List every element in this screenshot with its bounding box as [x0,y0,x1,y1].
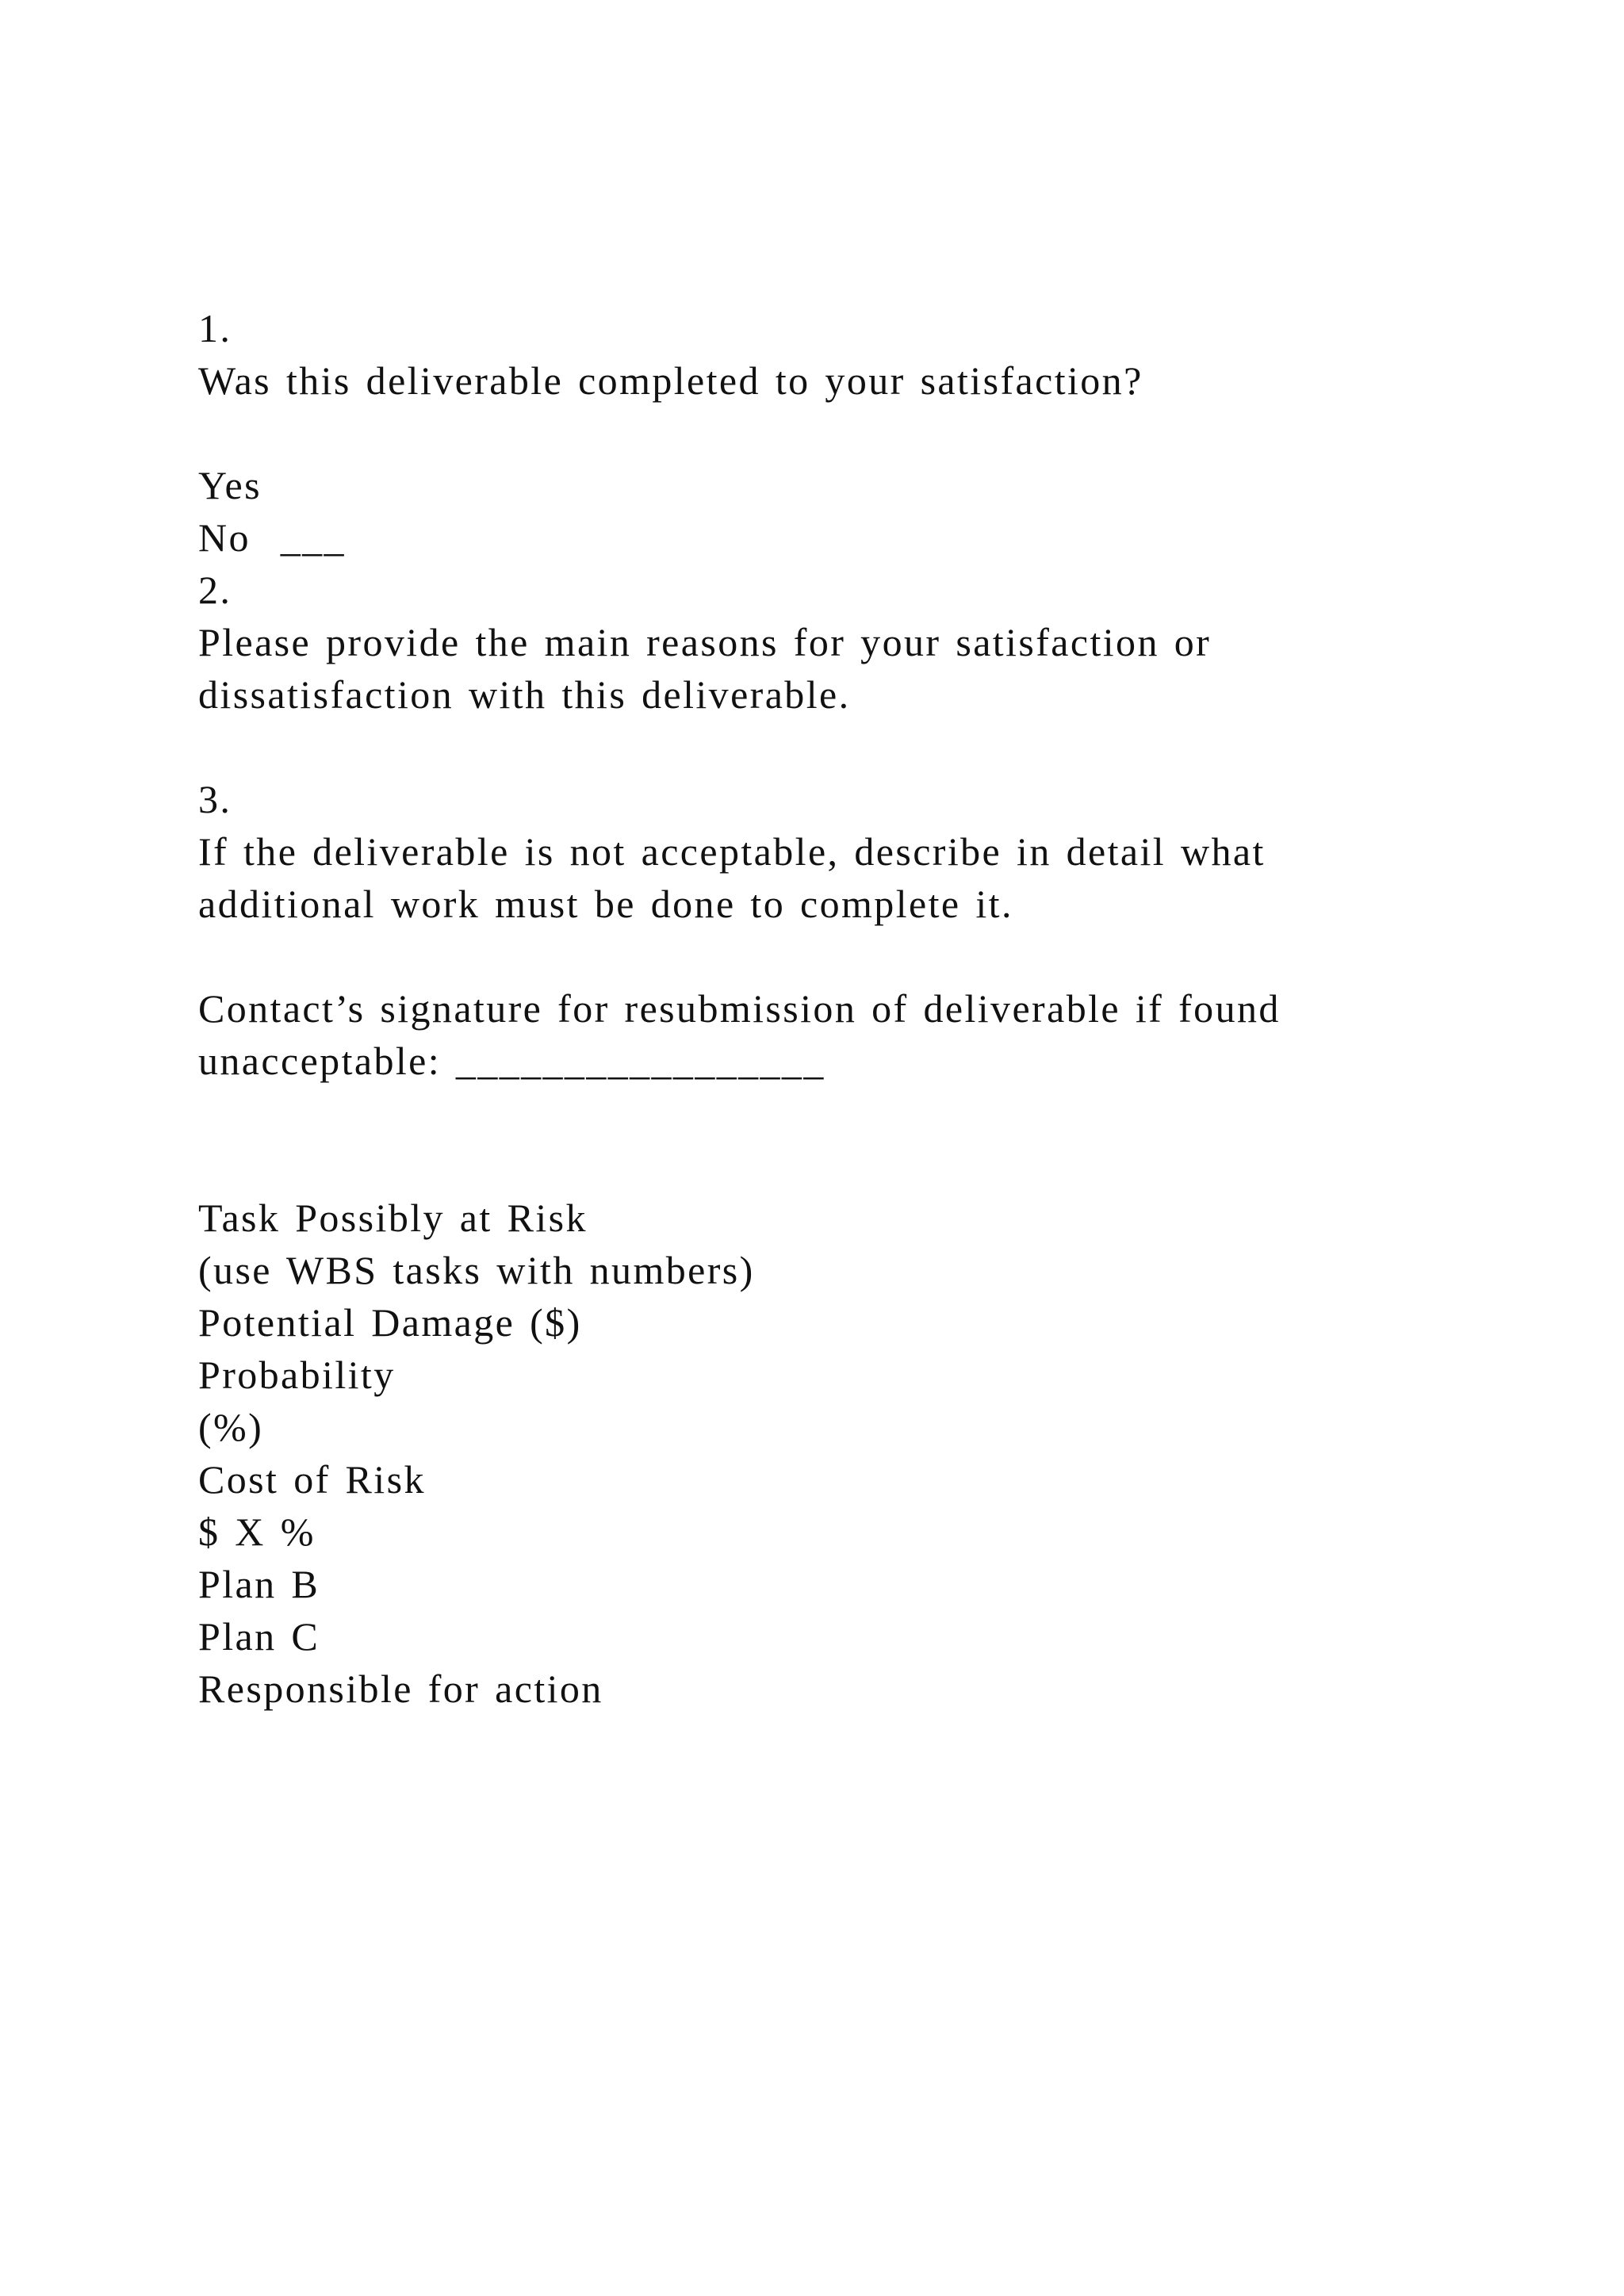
risk-header-task-note: (use WBS tasks with numbers) [198,1248,755,1292]
risk-header-plan-b: Plan B [198,1562,320,1606]
question-1-number: 1. [198,306,232,350]
signature-line-2: unacceptable: _________________ [198,1039,825,1083]
question-2-number: 2. [198,568,232,612]
signature-line-1: Contact’s signature for resubmission of deliverable if found [198,986,1281,1031]
risk-header-probability-unit: (%) [198,1405,264,1449]
question-3-number: 3. [198,777,232,821]
question-2-text-line-2: dissatisfaction with this deliverable. [198,672,851,717]
question-3-text-line-1: If the deliverable is not acceptable, describe in detail what [198,829,1266,874]
option-yes: Yes [198,463,262,507]
risk-header-task: Task Possibly at Risk [198,1196,588,1240]
risk-header-potential-damage: Potential Damage ($) [198,1300,582,1345]
risk-header-plan-c: Plan C [198,1614,320,1659]
risk-header-responsible: Responsible for action [198,1667,603,1711]
risk-header-cost-formula: $ X % [198,1510,316,1554]
risk-header-cost-of-risk: Cost of Risk [198,1457,426,1502]
question-1-text: Was this deliverable completed to your satisfaction? [198,358,1143,403]
question-2-text-line-1: Please provide the main reasons for your satisfaction or [198,620,1212,664]
risk-header-probability: Probability [198,1353,396,1397]
question-3-text-line-2: additional work must be done to complete it. [198,882,1013,926]
option-no: No ___ [198,515,346,560]
